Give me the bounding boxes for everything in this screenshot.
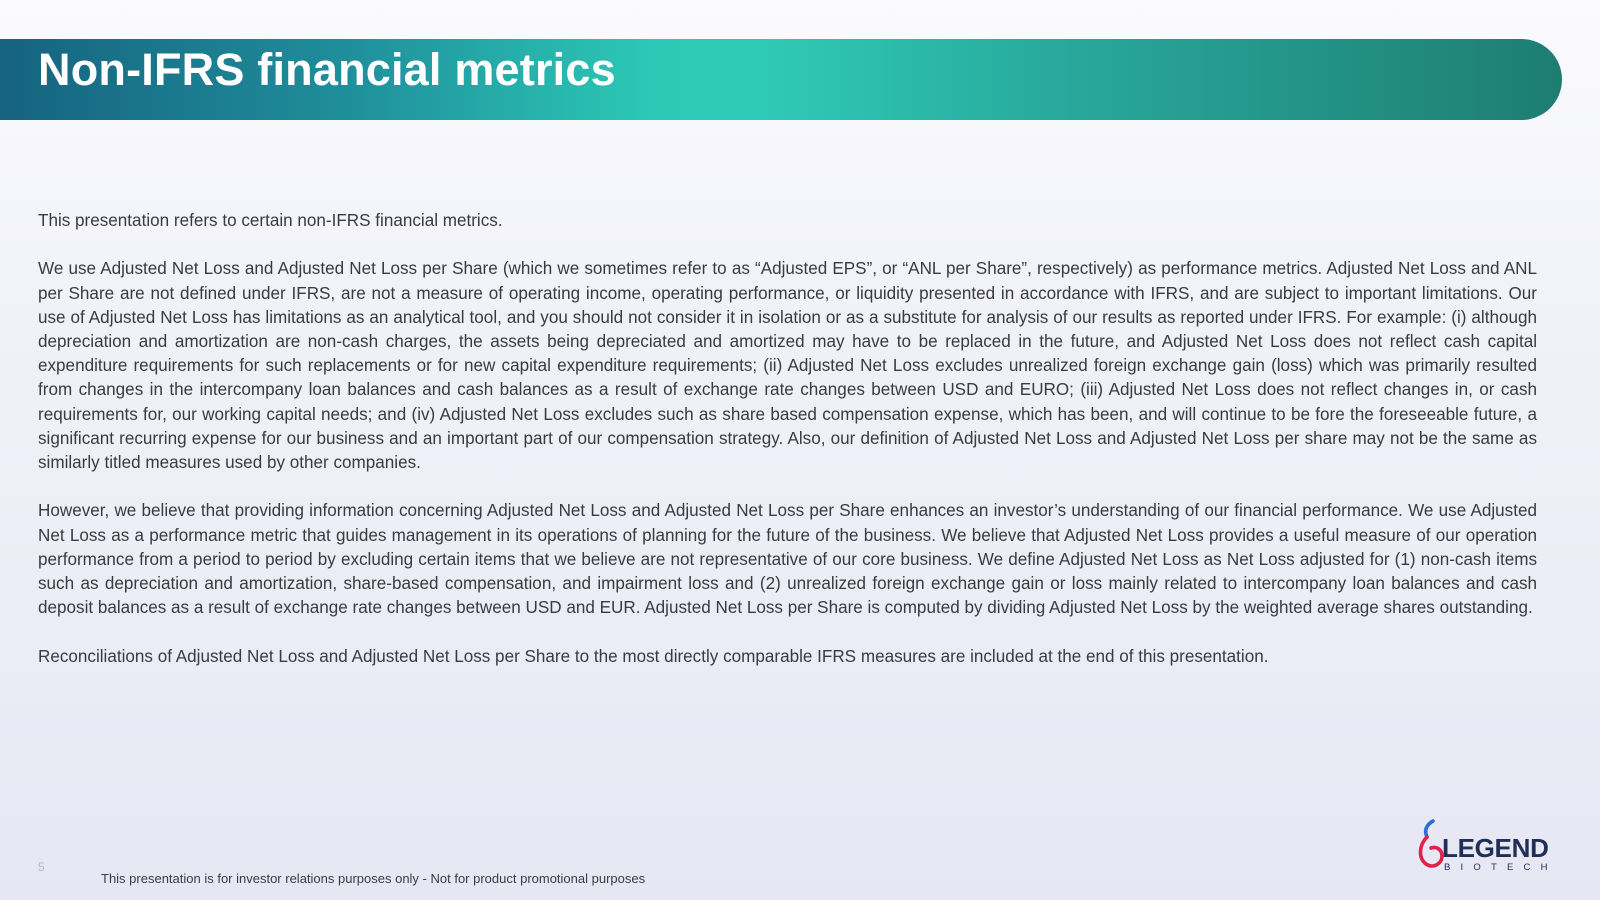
benefits-definition-paragraph: However, we believe that providing information concerning Adjusted Net Loss and Adjusted Net Loss per Share enhances an investor’s understanding of our financial performance. We use Adjusted Net Loss as a performance metric that guides management in its operations of planning for the future of the business. We believe that Adjusted Net Loss provides a useful measure of our operation performance from a period to period by excluding certain items that we believe are not representative of our core business. We define Adjusted Net Loss as Net Loss adjusted for (1) non-cash items such as depreciation and amortization, share-based compensation, and impairment loss and (2) unrealized foreign exchange gain or loss mainly related to intercompany loan balances and cash deposit balances as a result of exchange rate changes between USD and EUR. Adjusted Net Loss per Share is computed by dividing Adjusted Net Loss by the weighted average shares outstanding. (38, 501, 1537, 618)
body-text (38, 209, 1537, 693)
reconciliation-paragraph: Reconciliations of Adjusted Net Loss and Adjusted Net Loss per Share to the most directly comparable IFRS measures are included at the end of this presentation. (38, 646, 1269, 666)
logo-wordmark: LEGEND (1442, 833, 1549, 863)
logo-subtitle: BIOTECH (1444, 862, 1558, 873)
slide-title: Non-IFRS financial metrics (38, 44, 616, 95)
title-banner (0, 39, 1562, 120)
legend-biotech-logo (1418, 818, 1558, 876)
usage-limitations-paragraph: We use Adjusted Net Loss and Adjusted Net Loss per Share (which we sometimes refer to as “Adjusted EPS”, or “ANL per Share”, respectively) as performance metrics. Adjusted Net Loss and ANL per Share are not defined under IFRS, are not a measure of operating income, operating performance, or liquidity presented in accordance with IFRS, and are subject to important limitations. Our use of Adjusted Net Loss has limitations as an analytical tool, and you should not consider it in isolation or as a substitute for analysis of our results as reported under IFRS. For example: (i) although depreciation and amortization are non-cash charges, the assets being depreciated and amortized may have to be replaced in the future, and Adjusted Net Loss does not reflect cash capital expenditure requirements for such replacements or for new capital expenditure requirements; (ii) Adjusted Net Loss excludes unrealized foreign exchange gain (loss) which was primarily resulted from changes in the intercompany loan balances and cash balances as a result of exchange rate changes between USD and EURO; (iii) Adjusted Net Loss does not reflect changes in, or cash requirements for, our working capital needs; and (iv) Adjusted Net Loss excludes such as share based compensation expense, which has been, and will continue to be fore the foreseeable future, a significant recurring expense for our business and an important part of our compensation strategy. Also, our definition of Adjusted Net Loss and Adjusted Net Loss per share may not be the same as similarly titled measures used by other companies. (38, 259, 1537, 473)
footer-disclaimer: This presentation is for investor relations purposes only - Not for product promotional purposes (101, 871, 646, 886)
intro-paragraph: This presentation refers to certain non-IFRS financial metrics. (38, 211, 503, 230)
page-number: 5 (38, 860, 45, 874)
